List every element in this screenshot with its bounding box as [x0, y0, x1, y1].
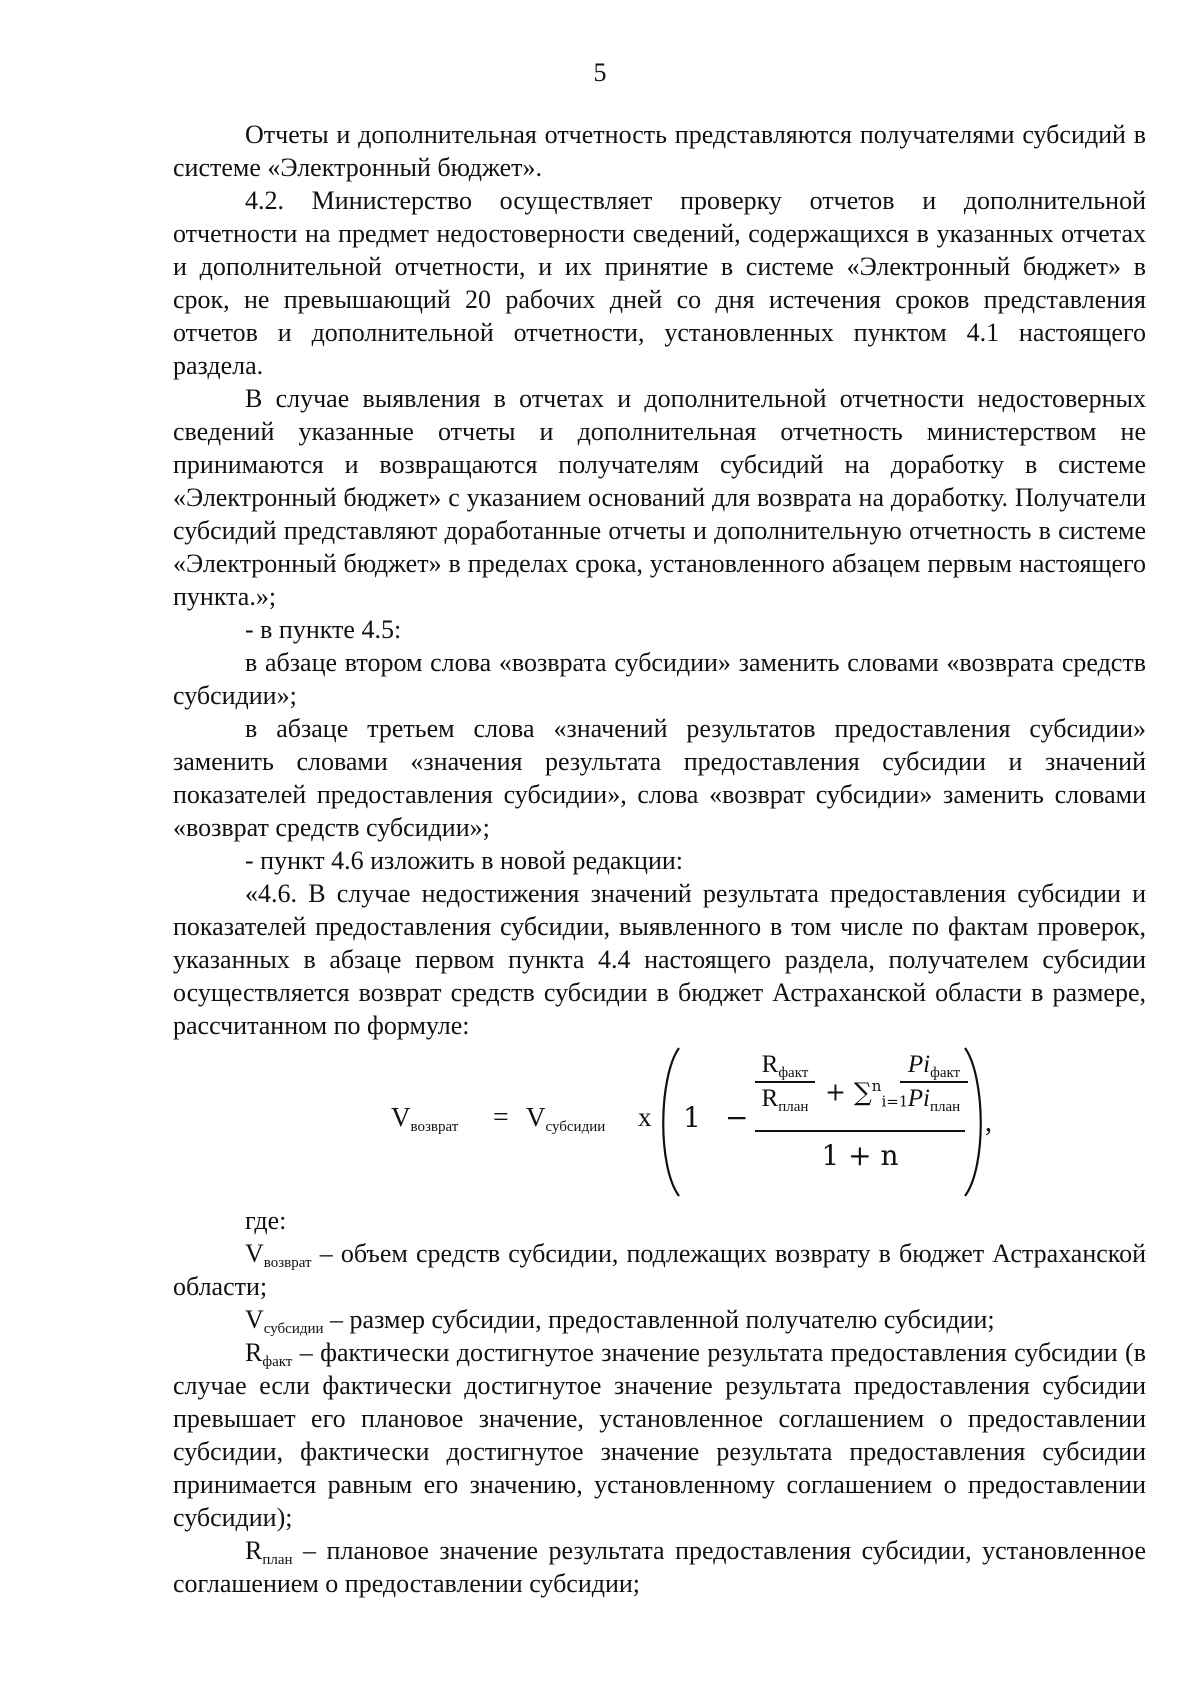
definition-r-plan: $R_{план}$ – плановое значение результата предоставления субсидии, установленное соглашением о предоставлении субсидии; — [173, 1536, 1146, 1598]
formula-minus: − — [725, 1101, 749, 1134]
sum-lower-limit: i=1 — [881, 1092, 909, 1111]
formula-v-refund: $V_{возврат}$ — [391, 1102, 459, 1135]
definition-v-refund: $V_{возврат}$ – объем средств субсидии, подлежащих возврату в бюджет Астраханской области; — [173, 1239, 1146, 1301]
formula-one: 1 — [683, 1101, 701, 1134]
where-label: где: — [245, 1206, 287, 1235]
sum-icon: ∑ — [853, 1077, 872, 1107]
paragraph-second-abzac: в абзаце втором слова «возврата субсидии» заменить словами «возврата средств субсидии»; — [173, 648, 1146, 710]
paragraph-item-4-5: - в пункте 4.5: — [245, 615, 402, 644]
formula-equals: = — [493, 1102, 509, 1133]
formula-denominator: 1 + n — [821, 1139, 899, 1172]
plus-sign: + — [825, 1077, 846, 1107]
definition-r-fact: $R_{факт}$ – фактически достигнутое значение результата предоставления субсидии (в случае если фактически достигнутое значение результата предоставления субсидии превышает его плановое значение, установленное соглашением о предоставлении субсидии, фактически достигнутое значение результата предоставления субсидии принимается равным его значению, установленному соглашением о предоставлении субсидии); — [173, 1338, 1146, 1532]
fraction-pi — [900, 1050, 968, 1114]
paragraph-4-6-text: «4.6. В случае недостижения значений результата предоставления субсидии и показателей предоставления субсидии, выявленного в том числе по фактам проверок, указанных в абзаце первом пункта 4.4 настоящего раздела, получателем субсидии осуществляется возврат средств субсидии в бюджет Астраханской области в размере, рассчитанном по формуле: — [173, 879, 1146, 1040]
page-number: 5 — [593, 58, 607, 87]
sum-upper-limit: n — [871, 1077, 882, 1095]
paragraph-reports-submission: Отчеты и дополнительная отчетность представляются получателями субсидий в системе «Электронный бюджет». — [173, 120, 1146, 182]
left-paren-icon — [653, 1046, 683, 1198]
formula-comma: , — [985, 1107, 992, 1138]
pi-fact: $Pi_{факт}$ — [907, 1051, 961, 1081]
r-plan: $R_{план}$ — [761, 1085, 809, 1115]
paragraph-third-abzac: в абзаце третьем слова «значений результатов предоставления субсидии» заменить словами «значения результата предоставления субсидии и значений показателей предоставления субсидии», слова «возврат субсидии» заменить словами «возврат средств субсидии»; — [173, 714, 1146, 842]
paragraph-item-4-6: - пункт 4.6 изложить в новой редакции: — [245, 846, 684, 875]
r-fact: $R_{факт}$ — [761, 1051, 809, 1081]
pi-plan: $Pi_{план}$ — [907, 1085, 961, 1115]
sum-term — [825, 1070, 908, 1118]
paragraph-4-2: 4.2. Министерство осуществляет проверку отчетов и дополнительной отчетности на предмет недостоверности сведений, содержащихся в указанных отчетах и дополнительной отчетности, и их принятие в системе «Электронный бюджет» в срок, не превышающий 20 рабочих дней со дня истечения сроков представления отчетов и дополнительной отчетности, установленных пунктом 4.1 настоящего раздела. — [173, 186, 1146, 380]
fraction-pi-bar — [900, 1081, 968, 1083]
main-fraction-bar — [755, 1130, 965, 1132]
formula-numerator — [755, 1050, 965, 1126]
refund-formula — [173, 1046, 1146, 1198]
fraction-r — [755, 1050, 815, 1114]
definition-v-subsidy: $V_{субсидии}$ – размер субсидии, предоставленной получателю субсидии; — [245, 1305, 995, 1337]
fraction-r-bar — [755, 1081, 815, 1083]
paragraph-unreliable-data: В случае выявления в отчетах и дополнительной отчетности недостоверных сведений указанные отчеты и дополнительная отчетность министерством не принимаются и возвращаются получателям субсидий на доработку в системе «Электронный бюджет» с указанием оснований для возврата на доработку. Получатели субсидий представляют доработанные отчеты и дополнительную отчетность в системе «Электронный бюджет» в пределах срока, установленного абзацем первым настоящего пункта.»; — [173, 384, 1146, 611]
formula-v-subsidy: $V_{субсидии}$ — [526, 1102, 606, 1135]
document-body — [173, 118, 1146, 1600]
formula-times: x — [638, 1102, 652, 1132]
